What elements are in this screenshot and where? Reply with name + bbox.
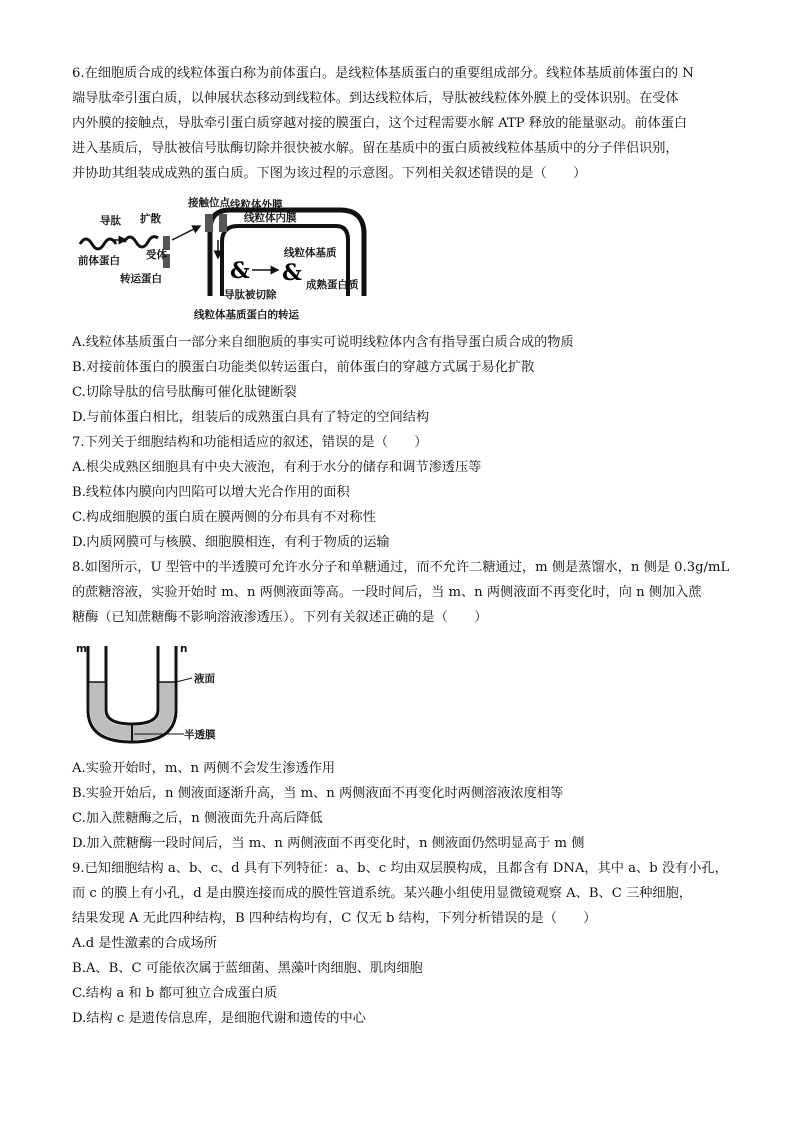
u-tube-diagram [72, 640, 252, 750]
protein-glyph-icon: & [230, 258, 250, 284]
q8-option-d: D.加入蔗糖酶一段时间后，当 m、n 两侧液面不再变化时，n 侧液面仍然明显高于 m 侧 [72, 836, 585, 851]
q6-stem-line: 内外膜的接触点，导肽牵引蛋白质穿越对接的膜蛋白，这个过程需要水解 ATP 释放的能量驱动。前体蛋白 [72, 116, 688, 131]
q6-stem-line: 端导肽牵引蛋白质，以伸展状态移动到线粒体。到达线粒体后，导肽被线粒体外膜上的受体识别。在受体 [72, 91, 679, 106]
q7-option-c: C.构成细胞膜的蛋白质在膜两侧的分布具有不对称性 [72, 510, 376, 525]
label-n: n [180, 643, 188, 655]
q9-stem-line: 9.已知细胞结构 a、b、c、d 具有下列特征：a、b、c 均由双层膜构成，且都含有 DNA，其中 a、b 没有小孔， [72, 861, 728, 876]
label-leader-peptide: 导肽 [100, 215, 121, 227]
precursor-protein-squiggle [80, 239, 116, 249]
q9-option-d: D.结构 c 是遗传信息库，是细胞代谢和遗传的中心 [72, 1011, 366, 1026]
q6-stem-line: 进入基质后，导肽被信号肽酶切除并很快被水解。留在基质中的蛋白质被线粒体基质中的分子伴侣识别， [72, 141, 679, 156]
label-matrix: 线粒体基质 [284, 247, 337, 259]
figure-caption: 线粒体基质蛋白的转运 [194, 309, 299, 321]
q7-option-b: B.线粒体内膜向内凹陷可以增大光合作用的面积 [72, 485, 350, 500]
q7-option-d: D.内质网膜可与核膜、细胞膜相连，有利于物质的运输 [72, 535, 390, 550]
label-transport-protein: 转运蛋白 [120, 273, 162, 285]
pointer-line [176, 678, 192, 682]
label-contact-point: 接触位点 [188, 197, 230, 209]
q8-option-a: A.实验开始时，m、n 两侧不会发生渗透作用 [72, 761, 336, 776]
q9-option-c: C.结构 a 和 b 都可独立合成蛋白质 [72, 986, 278, 1001]
q9-option-b: B.A、B、C 可能依次属于蓝细菌、黑藻叶肉细胞、肌肉细胞 [72, 961, 423, 976]
label-receptor: 受体 [146, 249, 167, 261]
q7-stem: 7.下列关于细胞结构和功能相适应的叙述，错误的是（ ） [72, 435, 428, 450]
label-m: m [76, 643, 87, 655]
contact-protein-left [205, 214, 213, 232]
q8-option-b: B.实验开始后，n 侧液面逐渐升高，当 m、n 两侧液面不再变化时两侧溶液浓度相等 [72, 786, 564, 801]
receptor-protein [163, 236, 170, 250]
q6-option-d: D.与前体蛋白相比，组装后的成熟蛋白具有了特定的空间结构 [72, 410, 430, 425]
q9-stem-line: 而 c 的膜上有小孔，d 是由膜连接而成的膜性管道系统。某兴趣小组使用显微镜观察 A、B、C 三种细胞， [72, 886, 692, 901]
label-diffusion: 扩散 [140, 213, 161, 225]
q9-option-a: A.d 是性激素的合成场所 [72, 936, 218, 951]
q8-stem-line: 的蔗糖溶液，实验开始时 m、n 两侧液面等高。一段时间后，当 m、n 两侧液面不再变化时，向 n 侧加入蔗 [72, 585, 702, 600]
q6-option-a: A.线粒体基质蛋白一部分来自细胞质的事实可说明线粒体内含有指导蛋白质合成的物质 [72, 335, 574, 350]
q8-option-c: C.加入蔗糖酶之后，n 侧液面先升高后降低 [72, 811, 323, 826]
leader-peptide-squiggle [124, 237, 158, 247]
label-precursor-protein: 前体蛋白 [78, 255, 120, 267]
q8-stem-line: 8.如图所示，U 型管中的半透膜可允许水分子和单糖通过，而不允许二糖通过，m 侧是蒸馏水，n 侧是 0.3g/mL [72, 560, 730, 575]
label-outer-membrane: 线粒体外膜 [230, 199, 283, 211]
label-liquid-level: 液面 [194, 673, 215, 685]
mitochondria-transport-diagram [72, 192, 372, 324]
label-mature-protein: 成熟蛋白质 [306, 279, 359, 291]
q6-option-b: B.对接前体蛋白的膜蛋白功能类似转运蛋白，前体蛋白的穿越方式属于易化扩散 [72, 360, 535, 375]
label-inner-membrane: 线粒体内膜 [244, 212, 297, 224]
label-membrane: 半透膜 [184, 729, 216, 741]
u-tube-inner-wall [106, 646, 158, 724]
mature-protein-glyph-icon: & [282, 260, 302, 286]
q6-stem-line: 并协助其组装成成熟的蛋白质。下图为该过程的示意图。下列相关叙述错误的是（ ） [72, 166, 587, 181]
q6-option-c: C.切除导肽的信号肽酶可催化肽键断裂 [72, 385, 297, 400]
arrow-icon [172, 226, 200, 240]
q7-option-a: A.根尖成熟区细胞具有中央大液泡，有利于水分的储存和调节渗透压等 [72, 460, 482, 475]
q6-stem-line: 6.在细胞质合成的线粒体蛋白称为前体蛋白。是线粒体基质蛋白的重要组成部分。线粒体基质前体蛋白的 N [72, 66, 694, 81]
q8-stem-line: 糖酶（已知蔗糖酶不影响溶液渗透压）。下列有关叙述正确的是（ ） [72, 610, 488, 625]
label-leader-cut: 导肽被切除 [224, 289, 277, 301]
contact-protein-right [219, 214, 227, 232]
mitochondria-transport-figure [72, 192, 372, 324]
q9-stem-line: 结果发现 A 无此四种结构，B 四种结构均有，C 仅无 b 结构，下列分析错误的是（ ） [72, 911, 597, 926]
u-tube-figure [72, 640, 252, 750]
